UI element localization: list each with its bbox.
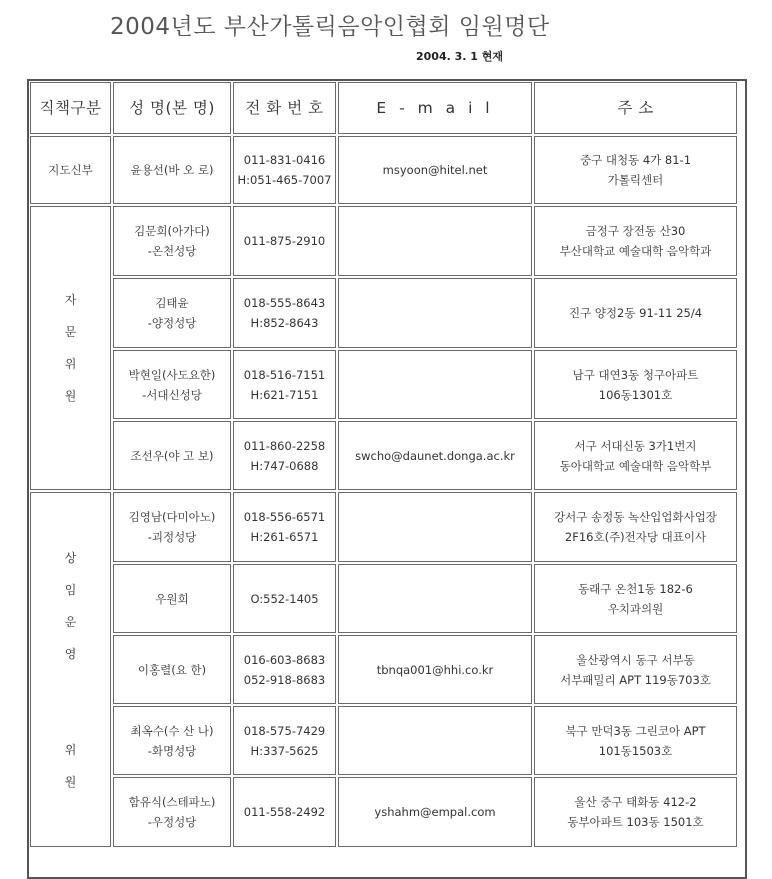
phone-line: 018-555-8643 [243, 296, 326, 310]
table-row [30, 206, 737, 276]
name-line: -화명성당 [147, 743, 197, 758]
group-char: 위 [64, 357, 77, 371]
email-link[interactable]: yshahm@empal.com [338, 777, 532, 847]
phone-cell [233, 350, 336, 419]
address-line: 서구 서대신동 3가1번지 [574, 438, 697, 453]
email-cell [338, 278, 532, 348]
name-line: 김영남(다미아노) [128, 510, 216, 524]
phone-cell [233, 777, 336, 847]
phone-cell [233, 635, 336, 704]
phone-line: 011-875-2910 [243, 234, 326, 248]
address-line: 부산대학교 예술대학 음악학과 [559, 244, 712, 258]
address-cell [534, 706, 737, 775]
address-line: 동래구 온천1동 182-6 [578, 581, 693, 596]
phone-line: H:852-8643 [250, 316, 319, 330]
group-gap [31, 670, 110, 734]
name-cell [113, 278, 231, 348]
name-cell [113, 706, 231, 775]
address-line: 남구 대연3동 청구아파트 [572, 367, 699, 382]
name-cell [113, 492, 231, 562]
address-line: 동부아파트 103동 1501호 [567, 815, 704, 829]
phone-line: H:261-6571 [250, 530, 319, 544]
table-row [30, 350, 737, 419]
email-link[interactable]: swcho@daunet.donga.ac.kr [338, 421, 532, 490]
phone-line: 011-558-2492 [243, 805, 326, 819]
name-line: -온천성당 [147, 244, 197, 258]
name-line: -양정성당 [147, 316, 197, 330]
name-line: 함유식(스테파노) [128, 795, 216, 809]
date-label: 2004. 3. 1 현재 [416, 50, 504, 63]
group-char: 원 [64, 774, 77, 789]
header-address: 주 소 [534, 82, 737, 134]
name-line: 이홍렬(요 한) [137, 662, 207, 677]
phone-line: H:337-5625 [250, 743, 319, 758]
name-line: 우원희 [155, 591, 189, 606]
address-cell [534, 350, 737, 419]
address-cell [534, 206, 737, 276]
header-position: 직책구분 [30, 82, 111, 134]
address-cell [534, 421, 737, 490]
address-line: 가톨릭센터 [607, 173, 664, 187]
address-line: 북구 만덕3동 그린코아 APT [565, 723, 706, 738]
address-cell [534, 136, 737, 204]
page-title: 2004년도 부산가톨릭음악인협회 임원명단 [110, 14, 550, 40]
address-cell [534, 635, 737, 704]
table-row [30, 421, 737, 490]
phone-line: 016-603-8683 [243, 652, 326, 667]
phone-cell [233, 136, 336, 204]
address-line: 진구 양정2동 91-11 25/4 [568, 306, 703, 320]
table-row [30, 492, 737, 562]
phone-line: 018-516-7151 [243, 367, 326, 382]
address-line: 101동1503호 [598, 743, 673, 758]
name-line: -괴정성당 [147, 530, 197, 544]
table-row [30, 136, 737, 204]
address-line: 중구 대청동 4가 81-1 [579, 153, 692, 167]
address-line: 동아대학교 예술대학 음악학부 [559, 458, 712, 473]
address-cell [534, 777, 737, 847]
name-cell [113, 136, 231, 204]
group-sangim [30, 492, 111, 847]
address-line: 울산광역시 동구 서부동 [576, 652, 695, 667]
table-row [30, 278, 737, 348]
phone-cell [233, 706, 336, 775]
header-name: 성 명(본 명) [113, 82, 231, 134]
header-row [30, 82, 737, 134]
address-line: 2F16호(주)전자당 대표이사 [564, 530, 707, 544]
phone-cell [233, 564, 336, 633]
table-row [30, 635, 737, 704]
email-link[interactable]: tbnqa001@hhi.co.kr [338, 635, 532, 704]
group-char: 위 [64, 742, 77, 757]
phone-line: 011-831-0416 [243, 153, 326, 167]
phone-line: H:051-465-7007 [237, 173, 332, 187]
phone-line: O:552-1405 [250, 591, 319, 606]
group-char: 문 [64, 325, 77, 339]
table-row [30, 706, 737, 775]
header-email: E - m a i l [338, 82, 532, 134]
table-row [30, 777, 737, 847]
phone-line: 018-575-7429 [243, 723, 326, 738]
phone-line: 018-556-6571 [243, 510, 326, 524]
name-cell [113, 421, 231, 490]
header-phone: 전 화 번 호 [233, 82, 336, 134]
email-link[interactable]: msyoon@hitel.net [338, 136, 532, 204]
group-char: 상 [64, 550, 77, 565]
address-line: 울산 중구 태화동 412-2 [574, 795, 697, 809]
phone-line: 011-860-2258 [243, 438, 326, 453]
name-cell [113, 564, 231, 633]
address-line: 우치과의원 [607, 601, 664, 616]
address-line: 서부패밀리 APT 119동703호 [560, 672, 711, 687]
phone-cell [233, 492, 336, 562]
address-line: 강서구 송정동 녹산입업화사업장 [554, 510, 717, 524]
address-line: 금정구 장전동 산30 [585, 224, 686, 238]
group-char: 자 [64, 293, 77, 307]
email-cell [338, 350, 532, 419]
group-jamun [30, 206, 111, 490]
phone-cell [233, 421, 336, 490]
group-jidosinbu: 지도신부 [30, 136, 111, 204]
officers-table [28, 80, 739, 849]
name-line: -서대신성당 [142, 387, 202, 402]
phone-line: H:621-7151 [250, 387, 319, 402]
phone-line: H:747-0688 [250, 458, 319, 473]
name-cell [113, 635, 231, 704]
name-cell [113, 777, 231, 847]
name-line: 김문희(아가다) [134, 224, 210, 238]
name-cell [113, 206, 231, 276]
address-cell [534, 492, 737, 562]
name-line: 윤용선(바 오 로) [130, 163, 214, 177]
address-line: 106동1301호 [598, 387, 673, 402]
group-char: 원 [64, 389, 77, 403]
name-line: 조선우(야 고 보) [130, 448, 214, 463]
group-char: 운 [64, 614, 77, 629]
phone-line: 052-918-8683 [243, 672, 326, 687]
name-line: 김태윤 [155, 296, 189, 310]
name-cell [113, 350, 231, 419]
email-cell [338, 492, 532, 562]
address-cell [534, 564, 737, 633]
name-line: 최옥수(수 산 나) [130, 723, 214, 738]
name-line: 박현일(사도요한) [128, 367, 216, 382]
email-cell [338, 564, 532, 633]
phone-cell [233, 206, 336, 276]
email-cell [338, 706, 532, 775]
name-line: -우정성당 [147, 815, 197, 829]
phone-cell [233, 278, 336, 348]
table-row [30, 564, 737, 633]
group-char: 임 [64, 582, 77, 597]
email-cell [338, 206, 532, 276]
group-char: 영 [64, 646, 77, 661]
address-cell [534, 278, 737, 348]
